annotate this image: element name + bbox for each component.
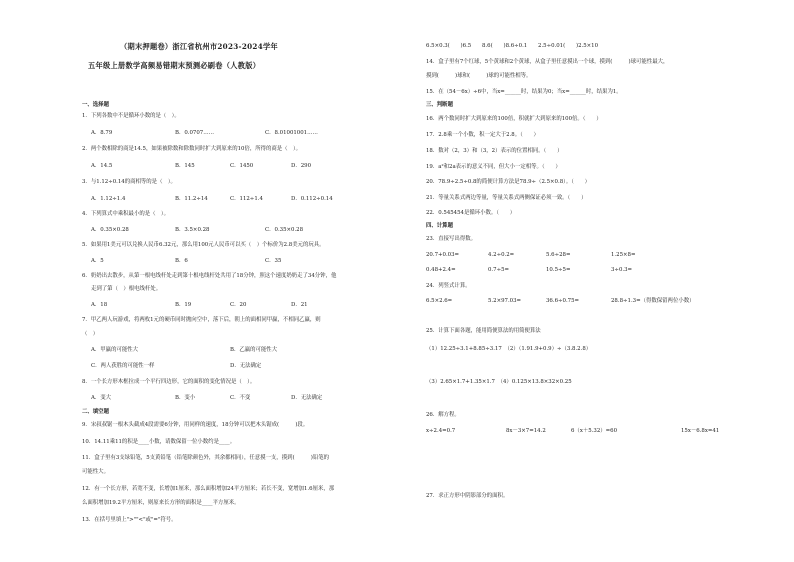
- q6-line2: 走到了第（ ）根电线杆处。: [91, 286, 162, 292]
- q4: 4．下列算式中乘积最小的是（ ）。: [82, 211, 169, 217]
- q20: 20．78.9÷2.5÷0.8的简便计算方法是78.9÷（2.5×0.8）。（ ）: [426, 179, 591, 185]
- q2-opt-c: C．1450: [230, 163, 254, 169]
- q14-line2: 摸到( )球和( )球的可能性相等。: [426, 73, 532, 79]
- q10: 10．14.11乘11的积是____小数，请数保留一位小数约是____。: [82, 439, 236, 445]
- q1-opt-c: C．8.01001001……: [265, 130, 318, 136]
- calc-5: 0.48+2.4=: [426, 267, 456, 273]
- q5-opt-c: C．35: [265, 258, 282, 264]
- equation-1: x÷2.4=0.7: [426, 428, 456, 434]
- q11-line2: 可能性大。: [82, 469, 109, 475]
- q24: 24．列竖式计算。: [426, 283, 471, 289]
- section-calc: 四、计算题: [426, 223, 453, 229]
- q19: 19．a²和2a表示的意义不同，但大小一定相等。（ ）: [426, 164, 561, 170]
- q6-opt-a: A．18: [91, 302, 108, 308]
- q5: 5．如果用1美元可以兑换人民币6.32元，那么用100元人民币可以买（ ）个标价为2.8美元的玩具。: [82, 242, 325, 248]
- section-fill: 二、填空题: [82, 409, 109, 415]
- equation-2: 8x－3×7=14.2: [506, 428, 546, 434]
- vert-calc-2: 5.2×97.03=: [488, 298, 522, 304]
- q7-opt-a: A．甲赢的可能性大: [91, 347, 139, 353]
- q8-opt-a: A．变大: [91, 395, 112, 401]
- q8-opt-b: B．变小: [175, 395, 196, 401]
- q5-opt-a: A．5: [91, 258, 104, 264]
- q7-opt-c: C．两人获胜的可能性一样: [91, 363, 155, 369]
- q1: 1．下列各数中不是循环小数的是（ ）。: [82, 113, 180, 119]
- calc-4: 1.25×8=: [611, 252, 636, 258]
- q8-opt-d: D．无法确定: [291, 395, 323, 401]
- q1-opt-b: B．0.0707……: [175, 130, 214, 136]
- q8: 8．一个长方形木框拉成一个平行四边形，它的面积的变化情况是（ ）。: [82, 379, 256, 385]
- q18: 18．数对（2，3）和（3，2）表示的位置相同。（ ）: [426, 148, 563, 154]
- q7-opt-d: D．无法确定: [230, 363, 262, 369]
- q6-line1: 6．奶奶出去散步，从第一根电线杆处走到第十根电线杆处共用了18分钟，照这个速度奶奶走了34分钟，他: [82, 273, 337, 279]
- q25-part-1-2: （1）12.25÷3.1+8.85÷3.17 （2）（1.91.9+0.9）÷（3.8.2.8）: [426, 346, 592, 352]
- q22: 22．0.545454是循环小数。（ ）: [426, 210, 516, 216]
- vert-calc-4: 28.8÷1.3=（得数保留两位小数）: [611, 298, 695, 304]
- q2-opt-a: A．14.5: [91, 163, 113, 169]
- q23: 23．直接写出得数。: [426, 236, 476, 242]
- q12-line2: 么面积增加19.2平方厘米，则原来长方形的面积是____平方厘米。: [82, 500, 240, 506]
- q13-comparisons: 6.5×0.3( )6.5 8.6( )8.6÷0.1 2.5÷0.01( )2.5×10: [426, 43, 599, 49]
- q3-opt-c: C．112÷1.4: [230, 196, 263, 202]
- q11-line1: 11．盒子里有3支绿铅笔，5支黄铅笔（铅笔除颜色外，其余都相同），任意摸一支，摸到( )铅笔的: [82, 455, 330, 461]
- q26: 26．解方程。: [426, 412, 460, 418]
- q4-opt-a: A．0.35×0.28: [91, 227, 129, 233]
- calc-1: 20.7+0.03=: [426, 252, 460, 258]
- calc-8: 3÷0.3=: [611, 267, 633, 273]
- q13: 13．在括号里填上">""<"或"="符号。: [82, 517, 177, 523]
- q2: 2．两个数相除的商是14.5，如果被除数和除数同时扩大到原来的10倍，所得的商是（ ）。: [82, 146, 302, 152]
- calc-7: 10.5÷5=: [546, 267, 571, 273]
- q27: 27．求正方形中阴影部分的面积。: [426, 493, 509, 499]
- equation-3: 6（x＋5.32）=60: [571, 428, 618, 434]
- q12-line1: 12．有一个长方形，若宽不变，长增加1厘米，那么面积增加24平方厘米；若长不变，宽增加1.6厘米，那: [82, 486, 335, 492]
- calc-6: 0.7÷5=: [488, 267, 510, 273]
- q14-line1: 14．盒子里有7个红球，5个黄球和2个黄球，从盒子里任意摸出一个球，摸到( )球可能性最大，: [426, 59, 669, 65]
- q3-opt-a: A．1.12÷1.4: [91, 196, 126, 202]
- q21: 21．等量关系式两边等量，等量关系式两侧保证必须一致。（ ）: [426, 195, 587, 201]
- q16: 16．两个数同时扩大到原来的100倍，积就扩大到原来的100倍。（ ）: [426, 116, 602, 122]
- q25: 25．计算下面各题，能用简便算法的用简便算法: [426, 328, 541, 334]
- q6-opt-c: C．20: [230, 302, 247, 308]
- q3: 3．与1.12÷0.14的商相等的是（ ）。: [82, 179, 176, 185]
- q3-opt-b: B．11.2÷14: [175, 196, 208, 202]
- q17: 17．2.8乘一个小数，积一定大于2.8。（ ）: [426, 132, 539, 138]
- doc-title-line2: 五年级上册数学高频易错期末预测必刷卷（人教版）: [88, 61, 261, 70]
- q4-opt-b: B．3.5×0.28: [175, 227, 210, 233]
- vert-calc-3: 36.6÷0.75=: [546, 298, 580, 304]
- section-choice: 一、选择题: [82, 102, 109, 108]
- calc-3: 5.6÷28=: [546, 252, 571, 258]
- q9: 9．宋叔叔锯一根木头截成4段需要6分钟，用同样的速度，18分钟可以把木头锯成( )段。: [82, 422, 309, 428]
- equation-4: 15x－6.8x=41: [681, 428, 720, 434]
- q2-opt-b: B．145: [175, 163, 195, 169]
- q6-opt-b: B．19: [175, 302, 192, 308]
- q7-line2: （ ）: [82, 331, 99, 337]
- section-judge: 三、判断题: [426, 102, 453, 108]
- q7-line1: 7．甲乙两人玩游戏，将两枚1元的硬币同时抛向空中，落下后，朝上的面相同甲赢，不相同乙赢，则: [82, 317, 321, 323]
- doc-title-line1: （期末押题卷）浙江省杭州市2023-2024学年: [120, 42, 279, 51]
- q2-opt-d: D．290: [291, 163, 312, 169]
- q4-opt-c: C．0.35×0.28: [265, 227, 304, 233]
- q3-opt-d: D．0.112÷0.14: [291, 196, 333, 202]
- calc-2: 4.2÷0.2=: [488, 252, 515, 258]
- q5-opt-b: B．6: [175, 258, 188, 264]
- vert-calc-1: 6.5×2.6=: [426, 298, 453, 304]
- q7-opt-b: B．乙赢的可能性大: [230, 347, 278, 353]
- q6-opt-d: D．21: [291, 302, 308, 308]
- q15: 15．在（54－6x）÷6中，当x=______时，结果为0；当x=______时，结果为1。: [426, 89, 622, 95]
- q1-opt-a: A．8.79: [91, 130, 113, 136]
- q25-part-3-4: （3）2.65×1.7+1.35×1.7 （4）0.125×13.8×32×0.25: [426, 379, 572, 385]
- q8-opt-c: C．不变: [230, 395, 251, 401]
